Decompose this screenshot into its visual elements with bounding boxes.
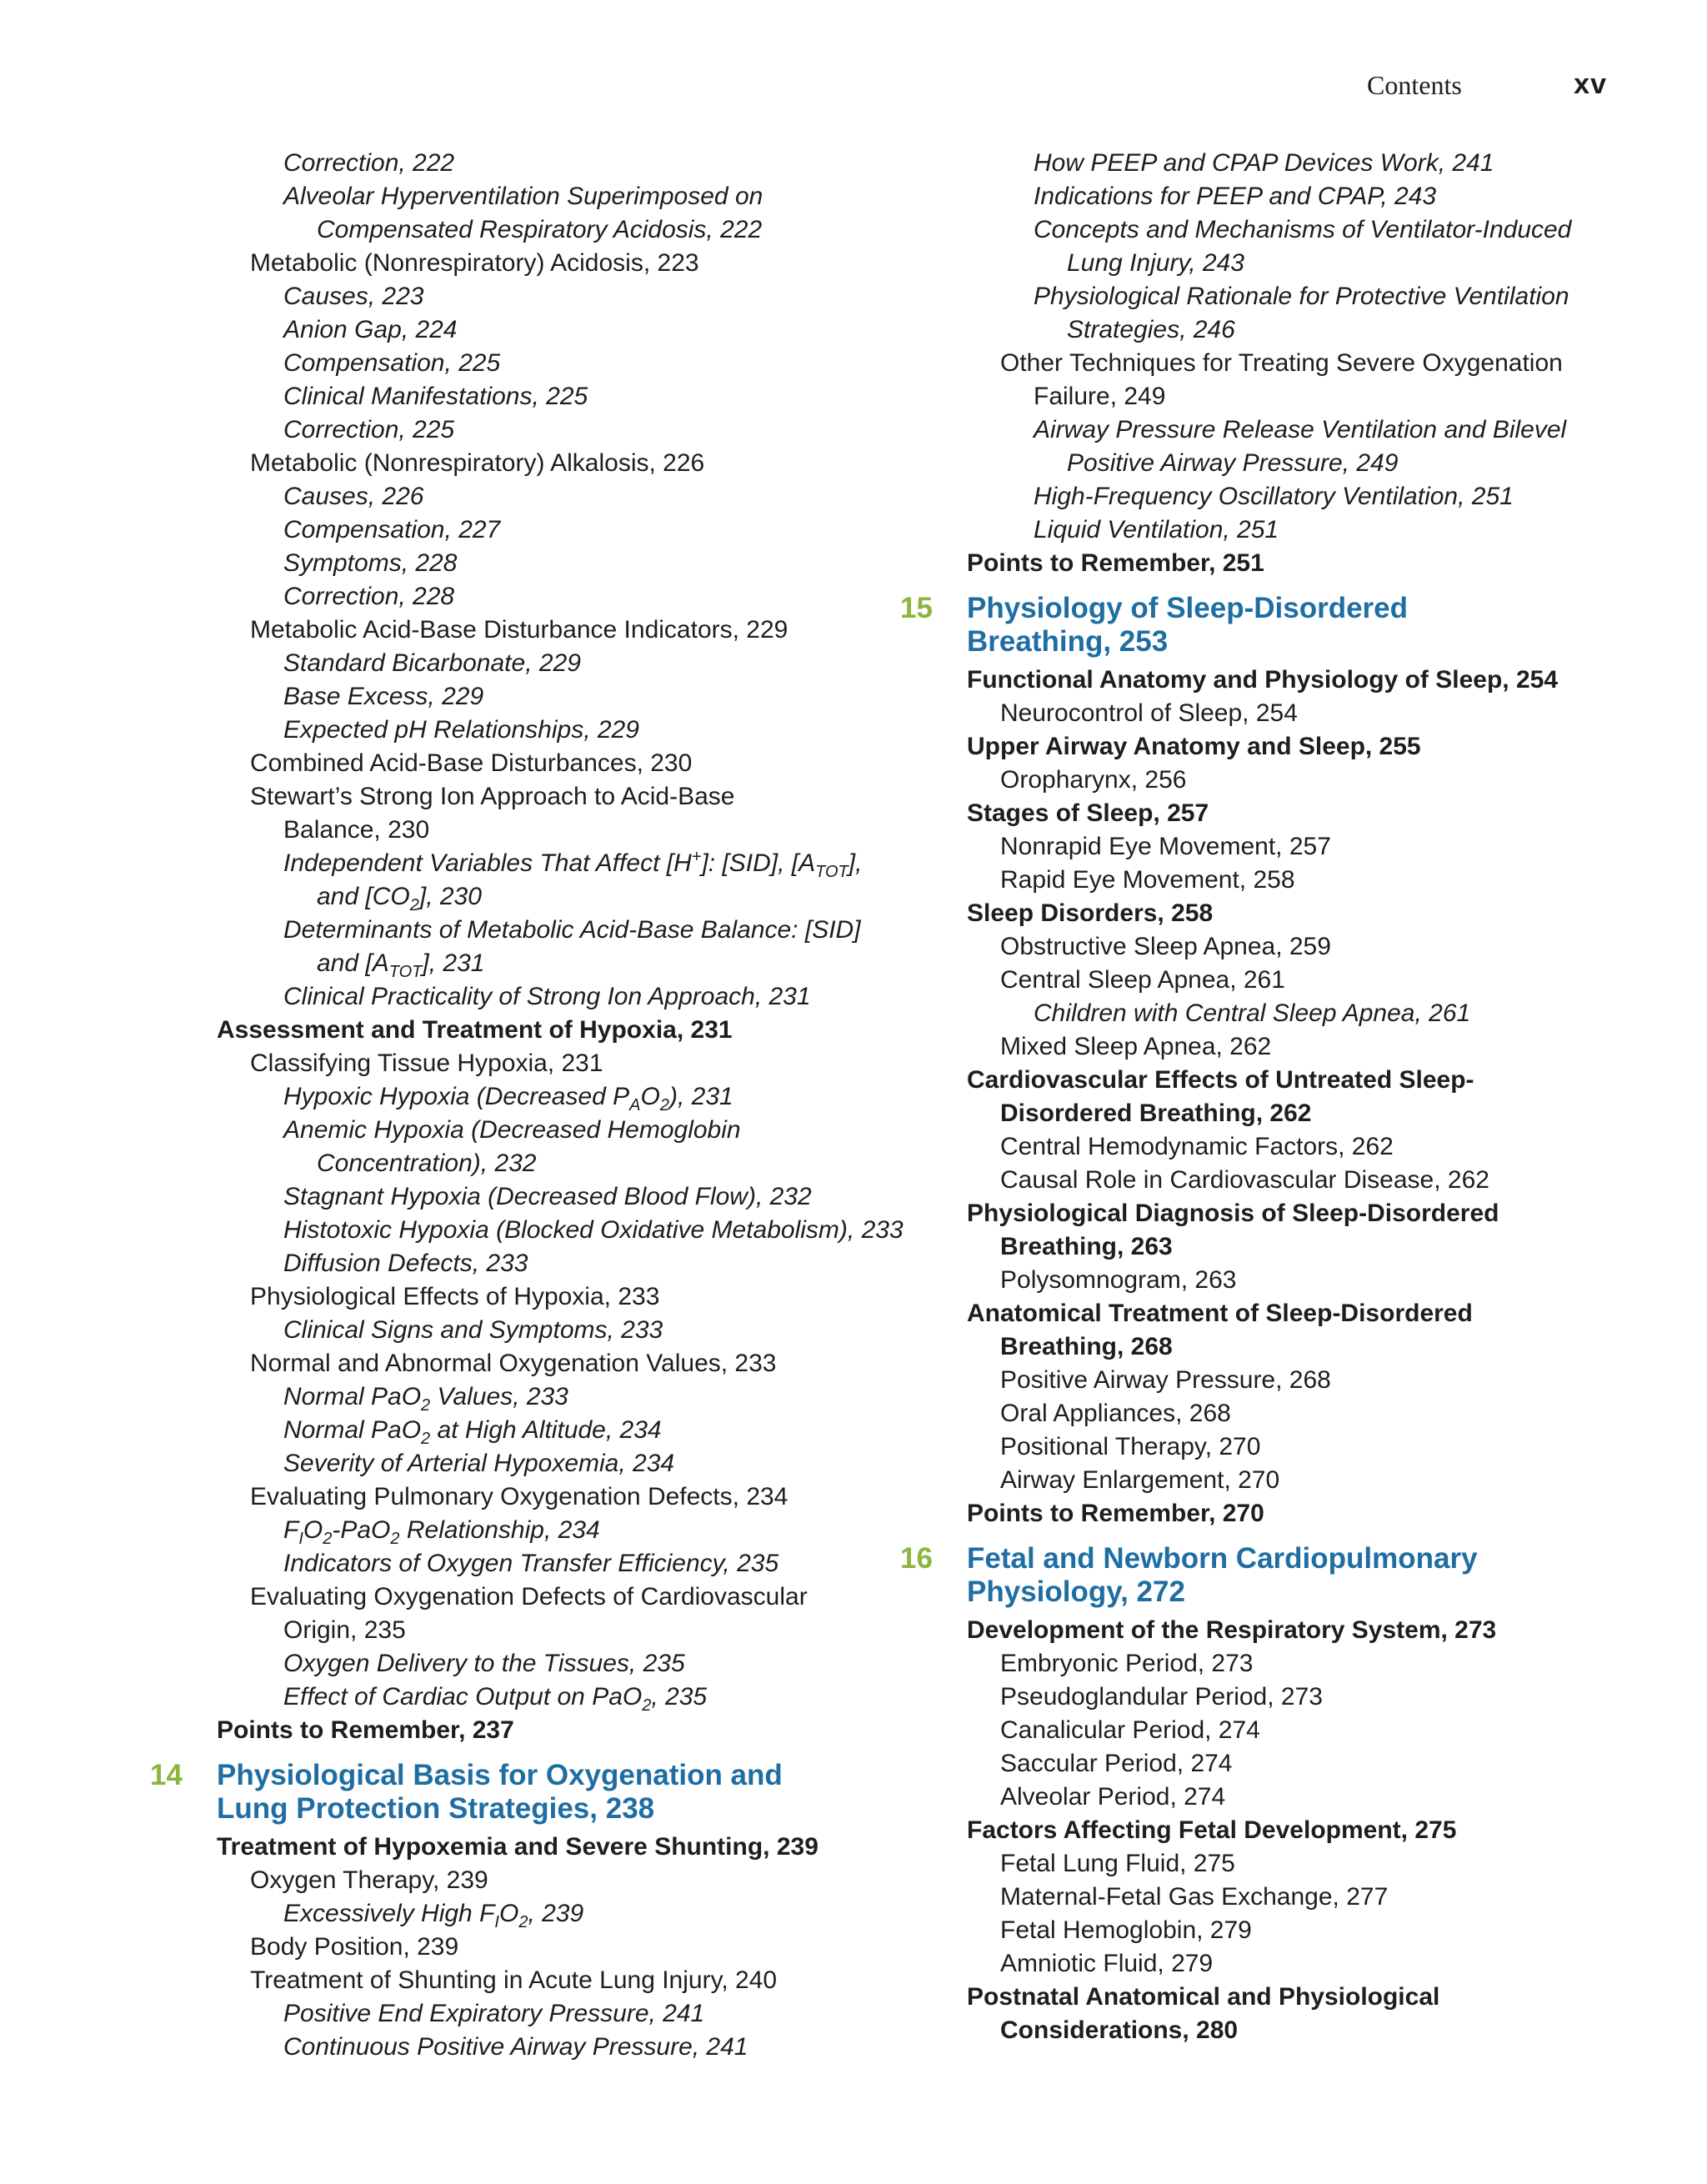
toc-topic-entry[interactable] xyxy=(150,1114,884,1180)
toc-entry-line: Evaluating Oxygenation Defects of Cardiovascular xyxy=(250,1583,808,1610)
toc-entry-continuation: Balance, 230 xyxy=(283,816,430,844)
toc-topic-entry[interactable]: High-Frequency Oscillatory Ventilation, 251 xyxy=(1034,483,1514,510)
toc-topic-entry[interactable] xyxy=(900,413,1634,480)
toc-entry-line: Stewart’s Strong Ion Approach to Acid-Base xyxy=(250,783,735,810)
toc-subsection-entry[interactable]: Metabolic Acid-Base Disturbance Indicators, 229 xyxy=(250,616,788,644)
chapter-number: 16 xyxy=(900,1542,933,1575)
toc-entry-continuation: Compensated Respiratory Acidosis, 222 xyxy=(317,216,763,243)
running-head xyxy=(1367,70,1609,112)
toc-section-entry[interactable]: Functional Anatomy and Physiology of Sleep, 254 xyxy=(967,666,1559,694)
toc-entry-line: Independent Variables That Affect [H+]: [SID], $[A_{TOT}]$, xyxy=(283,848,863,881)
toc-topic-entry[interactable]: Compensation, 227 xyxy=(283,516,501,543)
toc-topic-entry[interactable]: Clinical Manifestations, 225 xyxy=(283,383,588,410)
chapter-number: 14 xyxy=(150,1759,183,1791)
toc-subsection-entry[interactable]: Obstructive Sleep Apnea, 259 xyxy=(1000,933,1331,960)
toc-subsection-entry[interactable]: Normal and Abnormal Oxygenation Values, 233 xyxy=(250,1350,777,1377)
toc-entry-continuation: Strategies, 246 xyxy=(1067,316,1235,343)
toc-section-entry[interactable]: Treatment of Hypoxemia and Severe Shunting, 239 xyxy=(217,1833,818,1861)
chapter-title-line: Physiology, 272 xyxy=(967,1575,1185,1608)
toc-subsection-entry[interactable]: Positional Therapy, 270 xyxy=(1000,1433,1261,1460)
toc-entry-line: Airway Pressure Release Ventilation and Bilevel xyxy=(1034,416,1567,443)
toc-section-entry[interactable] xyxy=(900,1064,1634,1130)
toc-entry-continuation: Positive Airway Pressure, 249 xyxy=(1067,449,1399,477)
toc-entry-continuation: Lung Injury, 243 xyxy=(1067,249,1244,277)
toc-entry-continuation: and $[A_{TOT}]$, 231 xyxy=(317,949,485,981)
toc-subsection-entry[interactable]: Maternal-Fetal Gas Exchange, 277 xyxy=(1000,1883,1389,1911)
toc-entry-line: Physiological Rationale for Protective Ventilation xyxy=(1034,283,1569,310)
toc-topic-entry[interactable] xyxy=(150,914,884,980)
toc-subsection-entry[interactable]: Rapid Eye Movement, 258 xyxy=(1000,866,1295,894)
toc-subsection-entry[interactable] xyxy=(150,780,884,847)
toc-subsection-entry[interactable]: Alveolar Period, 274 xyxy=(1000,1783,1226,1811)
page-number: xv xyxy=(1574,68,1607,100)
chapter-title-line: Lung Protection Strategies, 238 xyxy=(217,1792,655,1825)
toc-subsection-entry[interactable]: Canalicular Period, 274 xyxy=(1000,1716,1260,1744)
toc-subsection-entry[interactable]: Classifying Tissue Hypoxia, 231 xyxy=(250,1049,603,1077)
toc-subsection-entry[interactable]: Metabolic (Nonrespiratory) Alkalosis, 226 xyxy=(250,449,705,477)
toc-subsection-entry[interactable]: Central Hemodynamic Factors, 262 xyxy=(1000,1133,1394,1160)
toc-subsection-entry[interactable]: Saccular Period, 274 xyxy=(1000,1750,1233,1777)
chapter-heading[interactable] xyxy=(900,1542,1634,1609)
chapter-heading[interactable] xyxy=(900,592,1634,659)
toc-entry-continuation: and $[CO_2]$, 230 xyxy=(317,883,482,914)
toc-topic-entry[interactable]: Compensation, 225 xyxy=(283,349,501,377)
toc-topic-entry[interactable]: Normal PaO$_2$ at High Altitude, 234 xyxy=(283,1416,662,1448)
toc-topic-entry[interactable]: Expected pH Relationships, 229 xyxy=(283,716,639,744)
chapter-title-line: Physiology of Sleep-Disordered xyxy=(967,592,1408,624)
toc-subsection-entry[interactable]: Combined Acid-Base Disturbances, 230 xyxy=(250,749,693,777)
toc-subsection-entry[interactable] xyxy=(900,347,1634,413)
toc-right-column xyxy=(900,147,1634,2047)
toc-section-entry[interactable]: Points to Remember, 237 xyxy=(217,1716,514,1744)
toc-section-entry[interactable]: Points to Remember, 270 xyxy=(967,1500,1264,1527)
chapter-title-line: Physiological Basis for Oxygenation and xyxy=(217,1759,783,1791)
toc-topic-entry[interactable]: Correction, 228 xyxy=(283,583,455,610)
toc-topic-entry[interactable]: Severity of Arterial Hypoxemia, 234 xyxy=(283,1450,675,1477)
toc-topic-entry[interactable]: Base Excess, 229 xyxy=(283,683,484,710)
toc-topic-entry[interactable] xyxy=(150,180,884,247)
toc-topic-entry[interactable]: Indicators of Oxygen Transfer Efficiency, 235 xyxy=(283,1550,779,1577)
toc-subsection-entry[interactable]: Oropharynx, 256 xyxy=(1000,766,1187,794)
toc-entry-line: Cardiovascular Effects of Untreated Sleep- xyxy=(967,1066,1474,1094)
chapter-number: 15 xyxy=(900,592,933,624)
toc-topic-entry[interactable]: Anion Gap, 224 xyxy=(283,316,458,343)
running-head-title: Contents xyxy=(1367,70,1462,100)
toc-subsection-entry[interactable]: Causal Role in Cardiovascular Disease, 262 xyxy=(1000,1166,1489,1194)
toc-topic-entry[interactable]: Histotoxic Hypoxia (Blocked Oxidative Metabolism), 233 xyxy=(283,1216,904,1244)
toc-entry-line: Other Techniques for Treating Severe Oxygenation xyxy=(1000,349,1563,377)
toc-topic-entry[interactable]: Diffusion Defects, 233 xyxy=(283,1250,528,1277)
toc-subsection-entry[interactable]: Physiological Effects of Hypoxia, 233 xyxy=(250,1283,660,1310)
toc-topic-entry[interactable]: Liquid Ventilation, 251 xyxy=(1034,516,1279,543)
toc-subsection-entry[interactable]: Amniotic Fluid, 279 xyxy=(1000,1950,1214,1977)
toc-entry-continuation: Breathing, 268 xyxy=(1000,1333,1173,1360)
toc-subsection-entry[interactable]: Body Position, 239 xyxy=(250,1933,459,1961)
toc-subsection-entry[interactable]: Mixed Sleep Apnea, 262 xyxy=(1000,1033,1272,1060)
toc-topic-entry[interactable]: Indications for PEEP and CPAP, 243 xyxy=(1034,183,1437,210)
toc-topic-entry[interactable]: Stagnant Hypoxia (Decreased Blood Flow), 232 xyxy=(283,1183,812,1210)
toc-topic-entry[interactable]: Children with Central Sleep Apnea, 261 xyxy=(1034,999,1471,1027)
toc-entry-continuation: Concentration), 232 xyxy=(317,1150,537,1177)
toc-section-entry[interactable] xyxy=(900,1297,1634,1364)
toc-subsection-entry[interactable]: Oral Appliances, 268 xyxy=(1000,1400,1231,1427)
toc-entry-line: Determinants of Metabolic Acid-Base Balance: [SID] xyxy=(283,916,861,944)
toc-entry-line: Anemic Hypoxia (Decreased Hemoglobin xyxy=(283,1116,741,1144)
toc-entry-line: Anatomical Treatment of Sleep-Disordered xyxy=(967,1300,1473,1327)
toc-entry-continuation: Failure, 249 xyxy=(1034,383,1166,410)
toc-section-entry[interactable]: Upper Airway Anatomy and Sleep, 255 xyxy=(967,733,1421,760)
toc-section-entry[interactable]: Stages of Sleep, 257 xyxy=(967,799,1209,827)
toc-subsection-entry[interactable]: Evaluating Pulmonary Oxygenation Defects, 234 xyxy=(250,1483,788,1510)
chapter-heading[interactable] xyxy=(150,1759,884,1826)
toc-topic-entry[interactable] xyxy=(150,847,884,914)
toc-subsection-entry[interactable]: Pseudoglandular Period, 273 xyxy=(1000,1683,1323,1711)
toc-section-entry[interactable]: Development of the Respiratory System, 273 xyxy=(967,1616,1497,1644)
toc-subsection-entry[interactable] xyxy=(150,1580,884,1647)
toc-entry-line: Postnatal Anatomical and Physiological xyxy=(967,1983,1440,2011)
toc-entry-continuation: Disordered Breathing, 262 xyxy=(1000,1100,1312,1127)
toc-subsection-entry[interactable]: Neurocontrol of Sleep, 254 xyxy=(1000,699,1298,727)
toc-topic-entry[interactable]: Standard Bicarbonate, 229 xyxy=(283,649,581,677)
toc-topic-entry[interactable]: Symptoms, 228 xyxy=(283,549,458,577)
toc-topic-entry[interactable]: Positive End Expiratory Pressure, 241 xyxy=(283,2000,705,2027)
toc-subsection-entry[interactable]: Treatment of Shunting in Acute Lung Injury, 240 xyxy=(250,1966,778,1994)
toc-topic-entry[interactable]: Causes, 223 xyxy=(283,283,424,310)
toc-left-column xyxy=(150,147,904,2064)
toc-entry-continuation: Origin, 235 xyxy=(283,1616,406,1644)
chapter-title-line: Breathing, 253 xyxy=(967,625,1169,658)
toc-subsection-entry[interactable]: Oxygen Therapy, 239 xyxy=(250,1866,488,1894)
toc-subsection-entry[interactable]: Embryonic Period, 273 xyxy=(1000,1650,1254,1677)
toc-topic-entry[interactable]: Oxygen Delivery to the Tissues, 235 xyxy=(283,1650,685,1677)
toc-subsection-entry[interactable]: Airway Enlargement, 270 xyxy=(1000,1466,1280,1494)
toc-section-entry[interactable] xyxy=(900,1197,1634,1264)
toc-topic-entry[interactable]: Clinical Signs and Symptoms, 233 xyxy=(283,1316,663,1344)
toc-topic-entry[interactable]: Correction, 222 xyxy=(283,149,455,177)
toc-entry-line: Physiological Diagnosis of Sleep-Disordered xyxy=(967,1200,1499,1227)
toc-section-entry[interactable]: Points to Remember, 251 xyxy=(967,549,1264,577)
toc-entry-continuation: Considerations, 280 xyxy=(1000,2016,1239,2044)
toc-subsection-entry[interactable]: Polysomnogram, 263 xyxy=(1000,1266,1237,1294)
toc-topic-entry[interactable]: Normal PaO$_2$ Values, 233 xyxy=(283,1383,568,1415)
toc-entry-line: Concepts and Mechanisms of Ventilator-Induced xyxy=(1034,216,1572,243)
toc-topic-entry[interactable]: Continuous Positive Airway Pressure, 241 xyxy=(283,2033,748,2061)
toc-topic-entry[interactable] xyxy=(900,280,1634,347)
toc-topic-entry[interactable]: Causes, 226 xyxy=(283,483,424,510)
toc-topic-entry[interactable]: $F_IO_2-PaO_2$ Relationship, 234 xyxy=(283,1516,600,1548)
toc-topic-entry[interactable] xyxy=(900,213,1634,280)
toc-topic-entry[interactable]: Hypoxic Hypoxia (Decreased $P_AO_2$), 231 xyxy=(283,1083,733,1115)
toc-subsection-entry[interactable]: Nonrapid Eye Movement, 257 xyxy=(1000,833,1331,860)
toc-subsection-entry[interactable]: Metabolic (Nonrespiratory) Acidosis, 223 xyxy=(250,249,699,277)
toc-topic-entry[interactable]: Clinical Practicality of Strong Ion Approach, 231 xyxy=(283,983,811,1010)
toc-subsection-entry[interactable]: Positive Airway Pressure, 268 xyxy=(1000,1366,1331,1394)
toc-entry-continuation: Breathing, 263 xyxy=(1000,1233,1173,1260)
chapter-title-line: Fetal and Newborn Cardiopulmonary xyxy=(967,1542,1478,1575)
toc-topic-entry[interactable]: Effect of Cardiac Output on PaO$_2$, 235 xyxy=(283,1683,708,1715)
toc-topic-entry[interactable]: Excessively High $F_IO_2$, 239 xyxy=(283,1900,584,1931)
toc-section-entry[interactable]: Assessment and Treatment of Hypoxia, 231 xyxy=(217,1016,733,1044)
toc-section-entry[interactable] xyxy=(900,1981,1634,2047)
toc-topic-entry[interactable]: Correction, 225 xyxy=(283,416,455,443)
toc-section-entry[interactable]: Sleep Disorders, 258 xyxy=(967,899,1214,927)
toc-topic-entry[interactable]: How PEEP and CPAP Devices Work, 241 xyxy=(1034,149,1494,177)
toc-section-entry[interactable]: Factors Affecting Fetal Development, 275 xyxy=(967,1816,1457,1844)
toc-entry-line: Alveolar Hyperventilation Superimposed on xyxy=(283,183,763,210)
toc-subsection-entry[interactable]: Fetal Hemoglobin, 279 xyxy=(1000,1916,1252,1944)
toc-subsection-entry[interactable]: Fetal Lung Fluid, 275 xyxy=(1000,1850,1235,1877)
toc-subsection-entry[interactable]: Central Sleep Apnea, 261 xyxy=(1000,966,1285,994)
